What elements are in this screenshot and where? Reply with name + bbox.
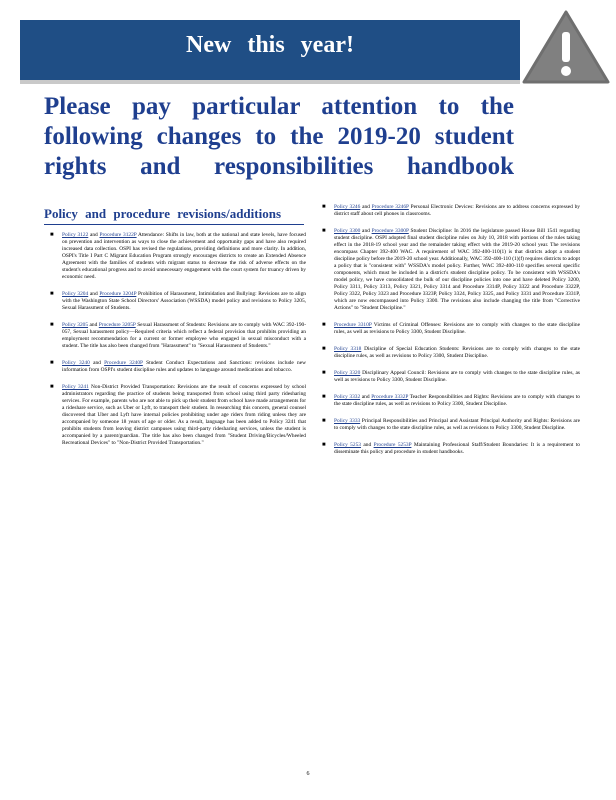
policy-link[interactable]: Policy 3332 bbox=[334, 394, 361, 400]
list-item bbox=[46, 360, 306, 374]
bullet-icon: ■ bbox=[50, 384, 54, 390]
bullet-icon: ■ bbox=[322, 228, 326, 234]
entry-text: Victims of Criminal Offenses: Revisions are to comply with changes to the state discipline rules, as well as revisions to Policy 3300, Student Discipline. bbox=[334, 322, 581, 335]
policy-link[interactable]: Policy 5253 bbox=[334, 442, 361, 448]
procedure-link[interactable]: Procedure 3122P bbox=[99, 232, 137, 238]
entry-text: Prohibition of Harassment, Intimidation and Bullying: Revisions are to align with the Washington State School Directors' Association (WSSDA) model policy and revisions to Policy 3205, Sexual Harassment of Students. bbox=[62, 291, 307, 311]
entry-text: Teacher Responsibilities and Rights: Revisions are to comply with changes to the state discipline rules, as well as revisions to Policy 3300, Student Discipline. bbox=[334, 394, 580, 407]
entry-text: Sexual Harassment of Students: Revisions are to comply with WAC 392-190-057, Sexual harassment policy—Required criteria which reflect a federal provision that prohibits providing an employment recommendation for a current or former employee who engaged in sexual misconduct with a student. The title has also been changed from "Harassment" to "Sexual Harassment of Students." bbox=[62, 322, 307, 349]
bullet-icon: ■ bbox=[50, 322, 54, 328]
policy-link[interactable]: Policy 3241 bbox=[62, 384, 89, 390]
left-column bbox=[46, 232, 306, 457]
entry-text: Maintaining Professional Staff/Student Boundaries: It is a requirement to disseminate this policy and procedure in student handbooks. bbox=[334, 442, 580, 455]
warning-icon bbox=[520, 8, 612, 86]
and-text: and bbox=[89, 291, 98, 297]
procedure-link[interactable]: Procedure 3204P bbox=[99, 291, 137, 297]
policy-link[interactable]: Policy 3318 bbox=[334, 346, 362, 352]
bullet-icon: ■ bbox=[322, 346, 326, 352]
and-text: and bbox=[363, 442, 372, 448]
list-item bbox=[318, 370, 580, 384]
bullet-icon: ■ bbox=[322, 204, 326, 210]
entry-text: Student Discipline: In 2016 the legislature passed House Bill 1541 regarding student discipline. OSPI adopted final student discipline rules on July 10, 2018 with portions of the rules taking effect in the 2018-19 school year and the remainder taking effect with the 2019-20 school year. The revisions encompass Chapter 392-400 WAC. A requirement of WAC 392-400-110(1) is that districts adopt a student discipline policy before the 2019-20 school year. Additionally, WAC 392-400-110 (1)(f) requires districts to adopt a policy that is "consistent with" WSSDA's model policy. Further, WAC 392-400-110 specifies several specific components, which must be included in a district's student discipline policy. To be consistent with WSSDA's model policy, we have consolidated the bulk of our discipline policies into one and have deleted Policy 3200, Policy 3311, Policy 3313, Policy 3321, Policy 3314 and Procedure 3314P, Policy 3322 and Procedure 3322P, Policy 3322, Policy 3323 and Procedure 3323P, Policy 3324, Policy 3325, and Policy 3331 and Procedure 3331P, which are now encompassed into Policy 3300. The revisions also include changing the title from "Corrective Actions" to "Student Discipline." bbox=[334, 228, 580, 311]
entry-text: Non-District Provided Transportation: Revisions are the result of concerns expressed by school administrators regarding the practice of students being transported from school using third party ridesharing services. For example, parents who are not able to pick up their student from school have made arrangements for a rideshare service, such as Uber or Lyft, to transport their student. In researching this concern, general counsel discovered that Uber and Lyft have internal policies prohibiting under age riders from riding unless they are accompanied by someone 18 years of age or older. As a result, language has been added to Policy 3241 that prohibits students from leaving district campuses using third-party ridesharing services, unless the student is accompanied by a parent/guardian. The title has also been changed from "Student Driving/Bicycles/Wheeled Recreational Devices" to "Non-District Provided Transportation." bbox=[62, 384, 306, 446]
list-item bbox=[318, 228, 580, 312]
procedure-link[interactable]: Procedure 5253P bbox=[373, 442, 412, 448]
bullet-icon: ■ bbox=[50, 291, 54, 297]
list-item bbox=[318, 442, 580, 456]
list-item bbox=[46, 322, 306, 350]
headline bbox=[44, 92, 514, 182]
banner bbox=[20, 20, 520, 84]
list-item bbox=[318, 322, 580, 336]
list-item bbox=[46, 384, 306, 447]
and-text: and bbox=[93, 360, 101, 366]
and-text: and bbox=[362, 228, 370, 234]
and-text: and bbox=[362, 204, 370, 210]
policy-link[interactable]: Policy 3246 bbox=[334, 204, 361, 210]
headline-line: Please pay particular attention to the bbox=[44, 93, 514, 120]
list-item bbox=[318, 346, 580, 360]
entry-text: Disciplinary Appeal Council: Revisions are to comply with changes to the state discipline rules, as well as revisions to Policy 3300, Student Discipline. bbox=[334, 370, 581, 383]
policy-link[interactable]: Policy 3333 bbox=[334, 418, 361, 424]
headline-line: rights and responsibilities handbook bbox=[44, 153, 514, 180]
bullet-icon: ■ bbox=[322, 370, 326, 376]
and-text: and bbox=[89, 232, 98, 238]
bullet-icon: ■ bbox=[50, 232, 54, 238]
policy-link[interactable]: Policy 3240 bbox=[62, 360, 90, 366]
policy-link[interactable]: Policy 3320 bbox=[334, 370, 361, 376]
list-item bbox=[46, 291, 306, 312]
entry-text: Student Conduct Expectations and Sanctions: revisions include new information from OSPI's student discipline rules and updates to language around medications and tobacco. bbox=[62, 360, 306, 373]
headline-line: following changes to the 2019-20 student bbox=[44, 123, 514, 150]
entry-text: Discipline of Special Education Students: Revisions are to comply with changes to the state discipline rules, as well as revisions to Policy 3300, Student Discipline. bbox=[334, 346, 580, 359]
bullet-icon: ■ bbox=[322, 394, 326, 400]
bullet-icon: ■ bbox=[322, 322, 326, 328]
policy-link[interactable]: Policy 3300 bbox=[334, 228, 361, 234]
bullet-icon: ■ bbox=[322, 442, 326, 448]
procedure-link[interactable]: Procedure 3246P bbox=[371, 204, 409, 210]
list-item bbox=[318, 394, 580, 408]
list-item bbox=[318, 418, 580, 432]
procedure-link[interactable]: Procedure 3332P bbox=[371, 394, 409, 400]
and-text: and bbox=[89, 322, 98, 328]
policy-link[interactable]: Policy 3205 bbox=[62, 322, 89, 328]
section-title: Policy and procedure revisions/additions bbox=[44, 206, 282, 221]
policy-link[interactable]: Policy 3122 bbox=[62, 232, 89, 238]
procedure-link[interactable]: Procedure 3310P bbox=[334, 322, 372, 328]
and-text: and bbox=[361, 394, 370, 400]
procedure-link[interactable]: Procedure 3205P bbox=[98, 322, 136, 328]
bullet-icon: ■ bbox=[322, 418, 326, 424]
section-rule bbox=[44, 224, 304, 225]
list-item bbox=[46, 232, 306, 281]
entry-text: Personal Electronic Devices: Revisions are to address concerns expressed by district staff about cell phones in classrooms. bbox=[334, 204, 580, 217]
right-column bbox=[318, 204, 580, 466]
bullet-icon: ■ bbox=[50, 360, 54, 366]
policy-link[interactable]: Policy 3204 bbox=[62, 291, 89, 297]
banner-title: New this year! bbox=[186, 32, 354, 58]
entry-text: Principal Responsibilities and Principal and Assistant Principal Authority and Rights: Revisions are to comply with changes to the state discipline rules, as well as revisions to Policy 3300, Student Discipline. bbox=[334, 418, 580, 431]
entry-text: Attendance: Shifts in law, both at the national and state levels, have focused on prevention and intervention as ways to close the achievement and opportunity gaps and have also required increased data collection. OSPI has revised the regulations, providing definitions and more clarity. In addition, OSPI's Title I Part C Migrant Education Program strongly encourages districts to create an Extended Absence Agreement with the families of students with migrant status to decrease the risk of adverse effects on the student's educational progress and to avoid unnecessary engagement with the court system for truancy driven by economic need. bbox=[62, 232, 306, 280]
procedure-link[interactable]: Procedure 3300P bbox=[371, 228, 409, 234]
list-item bbox=[318, 204, 580, 218]
procedure-link[interactable]: Procedure 3240P bbox=[104, 360, 143, 366]
page-number: 6 bbox=[306, 771, 310, 777]
